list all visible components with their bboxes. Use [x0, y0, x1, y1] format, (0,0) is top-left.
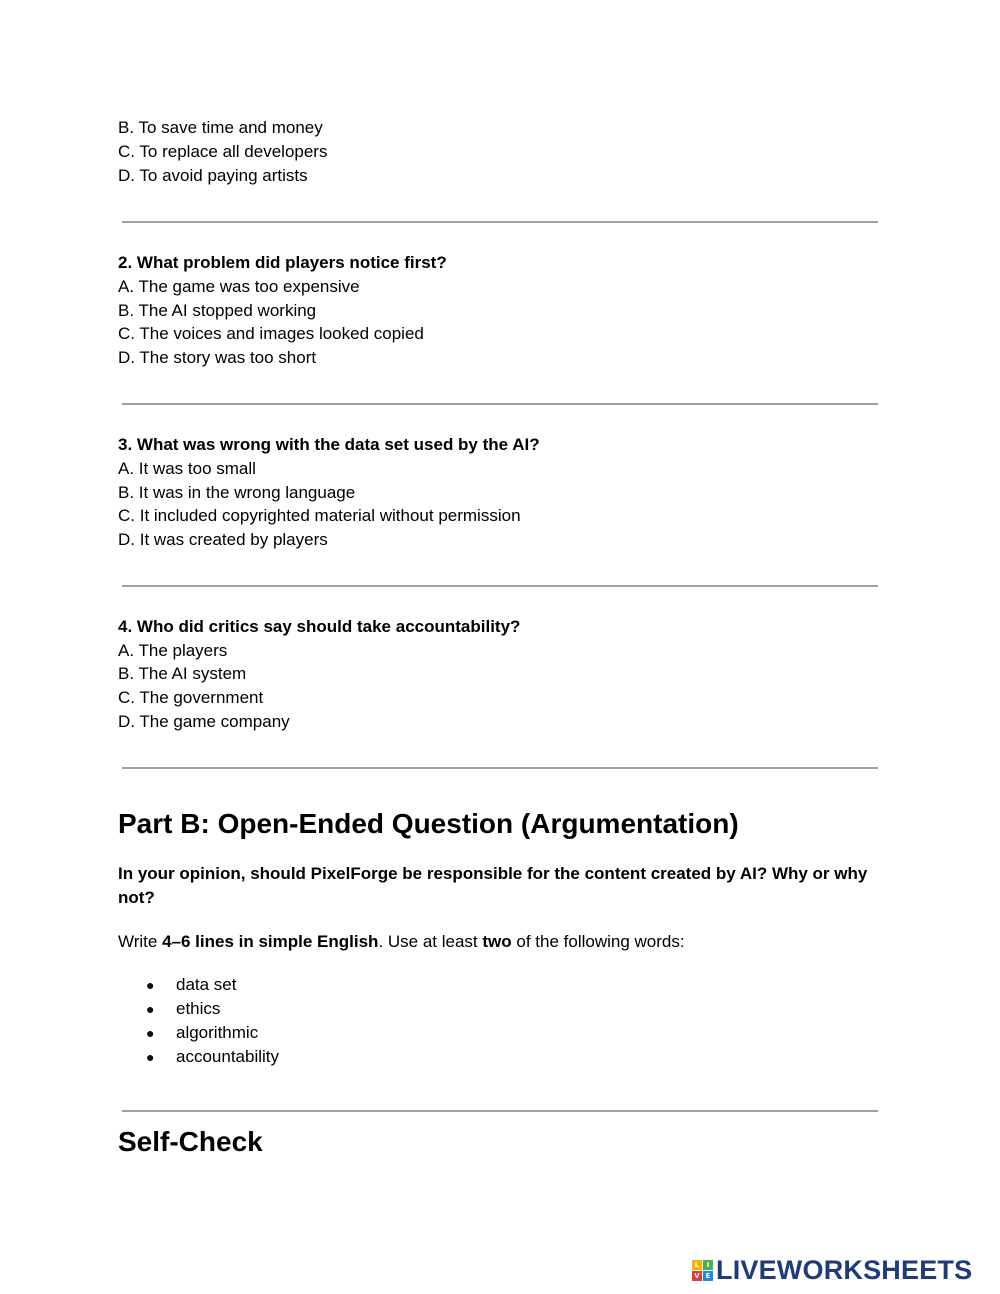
q4-option-d: D. The game company [118, 712, 290, 731]
liveworksheets-logo [692, 1256, 972, 1284]
self-check-heading: Self-Check [118, 1126, 263, 1157]
divider [122, 1110, 878, 1112]
q2-option-a: A. The game was too expensive [118, 277, 360, 296]
divider [122, 221, 878, 223]
bullet-icon: ● [146, 1025, 155, 1041]
word-list-item: ● algorithmic [146, 1023, 259, 1042]
word-list-item: ● data set [146, 975, 237, 994]
divider [122, 767, 878, 769]
question-4-text: 4. Who did critics say should take accountability? [118, 617, 521, 636]
part-b-prompt: In your opinion, should PixelForge be responsible for the content created by AI? Why or why not? [118, 864, 868, 907]
q1-option-d: D. To avoid paying artists [118, 166, 308, 185]
liveworksheets-logo-icon [692, 1260, 713, 1281]
question-2-text: 2. What problem did players notice first? [118, 253, 447, 272]
logo-mark-letter: V [692, 1271, 702, 1281]
q3-option-d: D. It was created by players [118, 530, 328, 549]
bullet-icon: ● [146, 1001, 155, 1017]
question-3-text: 3. What was wrong with the data set used by the AI? [118, 435, 540, 454]
q3-option-a: A. It was too small [118, 459, 256, 478]
q1-option-b: B. To save time and money [118, 118, 323, 137]
part-b-heading: Part B: Open-Ended Question (Argumentation) [118, 808, 739, 839]
bullet-icon: ● [146, 1049, 155, 1065]
q3-option-c: C. It included copyrighted material without permission [118, 506, 521, 525]
q4-option-c: C. The government [118, 688, 264, 707]
q1-option-c: C. To replace all developers [118, 142, 328, 161]
q2-option-c: C. The voices and images looked copied [118, 324, 424, 343]
divider [122, 403, 878, 405]
word-list-item: ● accountability [146, 1047, 280, 1066]
liveworksheets-logo-text: LIVEWORKSHEETS [716, 1254, 973, 1285]
q2-option-d: D. The story was too short [118, 348, 317, 367]
logo-mark-letter: L [692, 1260, 702, 1270]
q4-option-a: A. The players [118, 641, 228, 660]
q3-option-b: B. It was in the wrong language [118, 483, 356, 502]
q4-option-b: B. The AI system [118, 664, 247, 683]
word-list-item: ● ethics [146, 999, 221, 1018]
logo-mark-letter: E [703, 1271, 713, 1281]
logo-mark-letter: I [703, 1260, 713, 1270]
part-b-instructions: Write 4–6 lines in simple English. Use at least two of the following words: [118, 932, 685, 951]
q2-option-b: B. The AI stopped working [118, 301, 317, 320]
bullet-icon: ● [146, 977, 155, 993]
divider [122, 585, 878, 587]
